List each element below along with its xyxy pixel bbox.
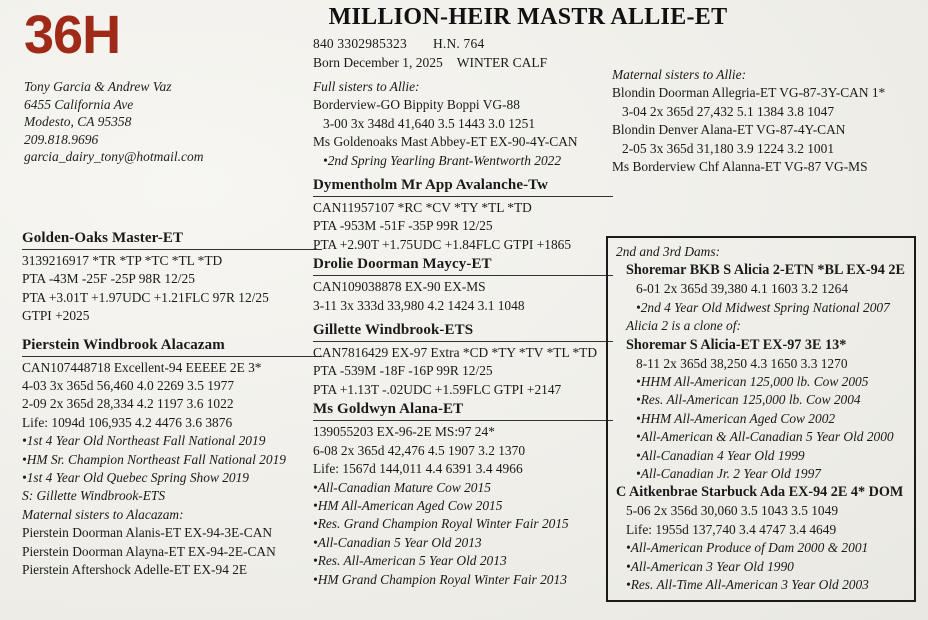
second-dam-record-1: 6-08 2x 365d 42,476 4.5 1907 3.2 1370 [313,442,526,458]
clone-award-2: •Res. All-American 125,000 lb. Cow 2004 [636,392,861,408]
page-title: MILLION-HEIR MASTR ALLIE-ET [328,4,728,30]
fourth-dam-award-3: •Res. All-Time All-American 3 Year Old 2003 [626,577,869,593]
consignor-name: Tony Garcia & Andrew Vaz [24,79,172,94]
clone-record: 8-11 2x 365d 38,250 4.3 1650 3.3 1270 [636,355,848,371]
second-dam-award-1: •All-Canadian Mature Cow 2015 [313,479,491,495]
second-dam-award-3: •Res. Grand Champion Royal Winter Fair 2015 [313,516,569,532]
dam-award-3: •1st 4 Year Old Quebec Spring Show 2019 [22,470,249,486]
clone-award-5: •All-Canadian 4 Year Old 1999 [636,447,805,463]
dam-sire-line: S: Gillette Windbrook-ETS [22,488,166,504]
fourth-dam-name: C Aitkenbrae Starbuck Ada EX-94 2E 4* DOM [616,484,904,501]
dam-registration: CAN107448718 Excellent-94 EEEEE 2E 3* [22,359,262,375]
clone-award-3: •HHM All-American Aged Cow 2002 [636,410,836,426]
maternal-sister-1: Pierstein Doorman Alanis-ET EX-94-3E-CAN [22,525,273,541]
fourth-dam-award-1: •All-American Produce of Dam 2000 & 2001 [626,540,869,556]
consignor-block [24,78,274,166]
consignor-city-state: Modesto, CA 95358 [24,114,132,129]
second-sire-registration: CAN7816429 EX-97 Extra *CD *TY *TV *TL *TD [313,345,598,361]
registration-number: 840 3302985323 [313,36,407,51]
fourth-dam-record-1: 5-06 2x 356d 30,060 3.5 1043 3.5 1049 [626,503,839,519]
second-sire-pta-2: PTA +1.13T -.02UDC +1.59FLC GTPI +2147 [313,381,562,397]
divider [313,420,613,421]
consignor-email: garcia_dairy_tony@hotmail.com [24,149,204,164]
second-dam-award-4: •All-Canadian 5 Year Old 2013 [313,534,482,550]
clone-award-4: •All-American & All-Canadian 5 Year Old 2000 [636,429,894,445]
second-dam-award-6: •HM Grand Champion Royal Winter Fair 2013 [313,571,567,587]
left-column [22,228,322,580]
sire-sire-registration: CAN11957107 *RC *CV *TY *TL *TD [313,200,532,216]
divider [313,275,613,276]
clone-note: Alicia 2 is a clone of: [626,318,741,334]
divider [313,196,613,197]
second-dam-registration: 139055203 EX-96-2E MS:97 24* [313,424,495,440]
allie-sister-2-record: 2-05 3x 365d 31,180 3.9 1224 3.2 1001 [622,140,835,156]
clone-award-1: •HHM All-American 125,000 lb. Cow 2005 [636,374,869,390]
lot-number: 36H [24,5,121,65]
full-sister-1-name: Borderview-GO Bippity Boppi VG-88 [313,97,520,113]
dams-box-title: 2nd and 3rd Dams: [616,244,721,259]
second-sire-pta-1: PTA -539M -18F -16P 99R 12/25 [313,363,493,379]
fourth-dam-award-2: •All-American 3 Year Old 1990 [626,558,794,574]
ancestor-dams-box [606,236,916,602]
sire-dam-registration: CAN109038878 EX-90 EX-MS [313,279,486,295]
fourth-dam-record-life: Life: 1955d 137,740 3.4 4747 3.4 4649 [626,521,837,537]
herd-number: H.N. 764 [432,36,485,51]
class-label: WINTER CALF [456,55,548,70]
sire-gtpi: GTPI +2025 [22,308,90,324]
sire-name: Golden-Oaks Master-ET [22,230,184,246]
divider [313,341,613,342]
allie-sister-3-name: Ms Borderview Chf Alanna-ET VG-87 VG-MS [612,159,868,175]
consignor-address: 6455 California Ave [24,96,134,112]
sire-sire-pta-2: PTA +2.90T +1.75UDC +1.84FLC GTPI +1865 [313,236,572,252]
registration-line [313,36,484,52]
divider [22,356,322,357]
full-sister-1-record: 3-00 3x 348d 41,640 3.5 1443 3.0 1251 [323,115,536,131]
consignor-phone: 209.818.9696 [24,131,99,147]
sire-pta-2: PTA +3.01T +1.97UDC +1.21FLC 97R 12/25 [22,289,269,305]
clone-award-6: •All-Canadian Jr. 2 Year Old 1997 [636,466,821,482]
allie-sister-2-name: Blondin Denver Alana-ET VG-87-4Y-CAN [612,122,846,138]
second-dam-award-2: •HM All-American Aged Cow 2015 [313,497,503,513]
dam-record-1: 4-03 3x 365d 56,460 4.0 2269 3.5 1977 [22,378,235,394]
clone-name: Shoremar S Alicia-ET EX-97 3E 13* [626,336,847,353]
dam-record-2: 2-09 2x 365d 28,334 4.2 1197 3.6 1022 [22,396,234,412]
dam-record-life: Life: 1094d 106,935 4.2 4476 3.6 3876 [22,414,233,430]
allie-sister-1-name: Blondin Doorman Allegria-ET VG-87-3Y-CAN 1* [612,85,886,101]
dam-award-1: •1st 4 Year Old Northeast Fall National 2019 [22,433,266,449]
allie-sister-1-record: 3-04 2x 365d 27,432 5.1 1384 3.8 1047 [622,103,835,119]
third-dam-record: 6-01 2x 365d 39,380 4.1 1603 3.2 1264 [636,281,849,297]
birth-line [313,55,547,71]
full-sister-2-name: Ms Goldenoaks Mast Abbey-ET EX-90-4Y-CAN [313,134,578,150]
maternal-sister-3: Pierstein Aftershock Adelle-ET EX-94 2E [22,562,248,578]
sire-pta-1: PTA -43M -25F -25P 98R 12/25 [22,271,195,287]
full-sisters-header: Full sisters to Allie: [313,79,420,94]
right-top-column [612,66,918,176]
maternal-sisters-allie-header: Maternal sisters to Allie: [612,67,747,82]
divider [22,249,322,250]
sire-sire-pta-1: PTA -953M -51F -35P 99R 12/25 [313,218,493,234]
born-date: Born December 1, 2025 [313,55,443,70]
spacer [22,326,322,335]
second-dam-name: Ms Goldwyn Alana-ET [313,401,464,418]
second-sire-name: Gillette Windbrook-ETS [313,322,474,339]
sire-sire-name: Dymentholm Mr App Avalanche-Tw [313,177,549,194]
maternal-sisters-header: Maternal sisters to Alacazam: [22,506,184,522]
second-dam-award-5: •Res. All-American 5 Year Old 2013 [313,553,507,569]
maternal-sister-2: Pierstein Doorman Alayna-ET EX-94-2E-CAN [22,543,276,559]
third-dam-award: •2nd 4 Year Old Midwest Spring National 2007 [636,299,890,315]
sire-dam-name: Drolie Doorman Maycy-ET [313,256,492,273]
middle-column [313,78,613,589]
sire-dam-record: 3-11 3x 333d 33,980 4.2 1424 3.1 1048 [313,297,525,313]
dam-name: Pierstein Windbrook Alacazam [22,336,225,353]
full-sister-2-award: •2nd Spring Yearling Brant-Wentworth 2022 [323,152,562,168]
second-dam-record-life: Life: 1567d 144,011 4.4 6391 3.4 4966 [313,461,523,477]
sire-registration: 3139216917 *TR *TP *TC *TL *TD [22,253,223,268]
dam-award-2: •HM Sr. Champion Northeast Fall National 2019 [22,451,286,467]
third-dam-name: Shoremar BKB S Alicia 2-ETN *BL EX-94 2E [626,262,905,279]
